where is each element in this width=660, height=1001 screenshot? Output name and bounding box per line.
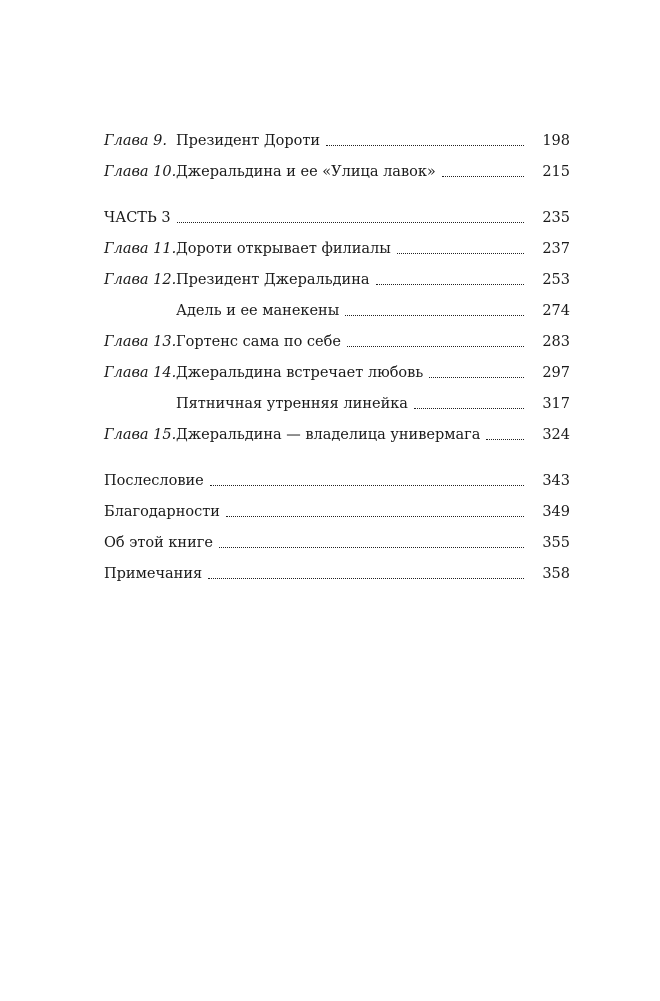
toc-entry-afterword <box>104 466 570 490</box>
toc-page-number: 358 <box>542 566 570 582</box>
toc-part-title: ЧАСТЬ 3 <box>104 210 171 226</box>
toc-entry-notes <box>104 559 570 583</box>
toc-chapter-label: Глава 15. <box>104 427 177 443</box>
toc-entry-title: Джеральдина встречает любовь <box>176 365 424 381</box>
toc-entry-title: Адель и ее манекены <box>176 303 340 319</box>
toc-entry-acknowledgements <box>104 497 570 521</box>
toc-entry-title: Президент Дороти <box>176 133 321 149</box>
toc-chapter-label: Глава 13. <box>104 334 177 350</box>
toc-chapter-label: Глава 9. <box>104 133 168 149</box>
toc-chapter-label: Глава 12. <box>104 272 177 288</box>
toc-chapter-label: Глава 11. <box>104 241 177 257</box>
toc-entry-chapter-12 <box>104 265 570 289</box>
toc-page-number: 349 <box>542 504 570 520</box>
toc-page-number: 235 <box>542 210 570 226</box>
toc-entry-chapter-14 <box>104 358 570 382</box>
toc-entry-chapter-9 <box>104 126 570 150</box>
toc-entry-title: Благодарности <box>104 504 220 520</box>
toc-page-number: 355 <box>542 535 570 551</box>
toc-entry-chapter-10 <box>104 157 570 181</box>
toc-page-number: 317 <box>542 396 570 412</box>
toc-dot-leader <box>226 498 524 517</box>
toc-page-number: 343 <box>542 473 570 489</box>
toc-entry-subsection <box>104 389 570 413</box>
toc-entry-title: Послесловие <box>104 473 204 489</box>
toc-dot-leader <box>429 359 524 378</box>
toc-chapter-label: Глава 10. <box>104 164 177 180</box>
toc-page-number: 274 <box>542 303 570 319</box>
toc-dot-leader <box>210 467 524 486</box>
toc-entry-about-book <box>104 528 570 552</box>
toc-dot-leader <box>208 560 524 579</box>
toc-page-number: 283 <box>542 334 570 350</box>
toc-dot-leader <box>486 421 524 440</box>
toc-dot-leader <box>347 328 524 347</box>
toc-entry-title: Джеральдина и ее «Улица лавок» <box>176 164 436 180</box>
toc-entry-title: Президент Джеральдина <box>176 272 370 288</box>
toc-page-number: 324 <box>542 427 570 443</box>
toc-dot-leader <box>376 266 524 285</box>
toc-entry-title: Гортенс сама по себе <box>176 334 341 350</box>
toc-entry-part-3 <box>104 203 570 227</box>
toc-page-number: 237 <box>542 241 570 257</box>
toc-dot-leader <box>345 297 524 316</box>
toc-chapter-label: Глава 14. <box>104 365 177 381</box>
toc-dot-leader <box>177 204 524 223</box>
toc-entry-subsection <box>104 296 570 320</box>
toc-dot-leader <box>442 158 524 177</box>
toc-entry-chapter-15 <box>104 420 570 444</box>
toc-page-number: 215 <box>542 164 570 180</box>
toc-page-number: 297 <box>542 365 570 381</box>
toc-entry-title: Джеральдина — владелица универмага <box>176 427 481 443</box>
toc-entry-title: Об этой книге <box>104 535 213 551</box>
toc-entry-title: Пятничная утренняя линейка <box>176 396 408 412</box>
toc-dot-leader <box>397 235 524 254</box>
toc-page-number: 198 <box>542 133 570 149</box>
toc-dot-leader <box>414 390 524 409</box>
toc-dot-leader <box>219 529 524 548</box>
toc-entry-chapter-11 <box>104 234 570 258</box>
toc-page-number: 253 <box>542 272 570 288</box>
toc-dot-leader <box>326 127 524 146</box>
toc-entry-title: Примечания <box>104 566 203 582</box>
toc-entry-chapter-13 <box>104 327 570 351</box>
toc-entry-title: Дороти открывает филиалы <box>176 241 391 257</box>
